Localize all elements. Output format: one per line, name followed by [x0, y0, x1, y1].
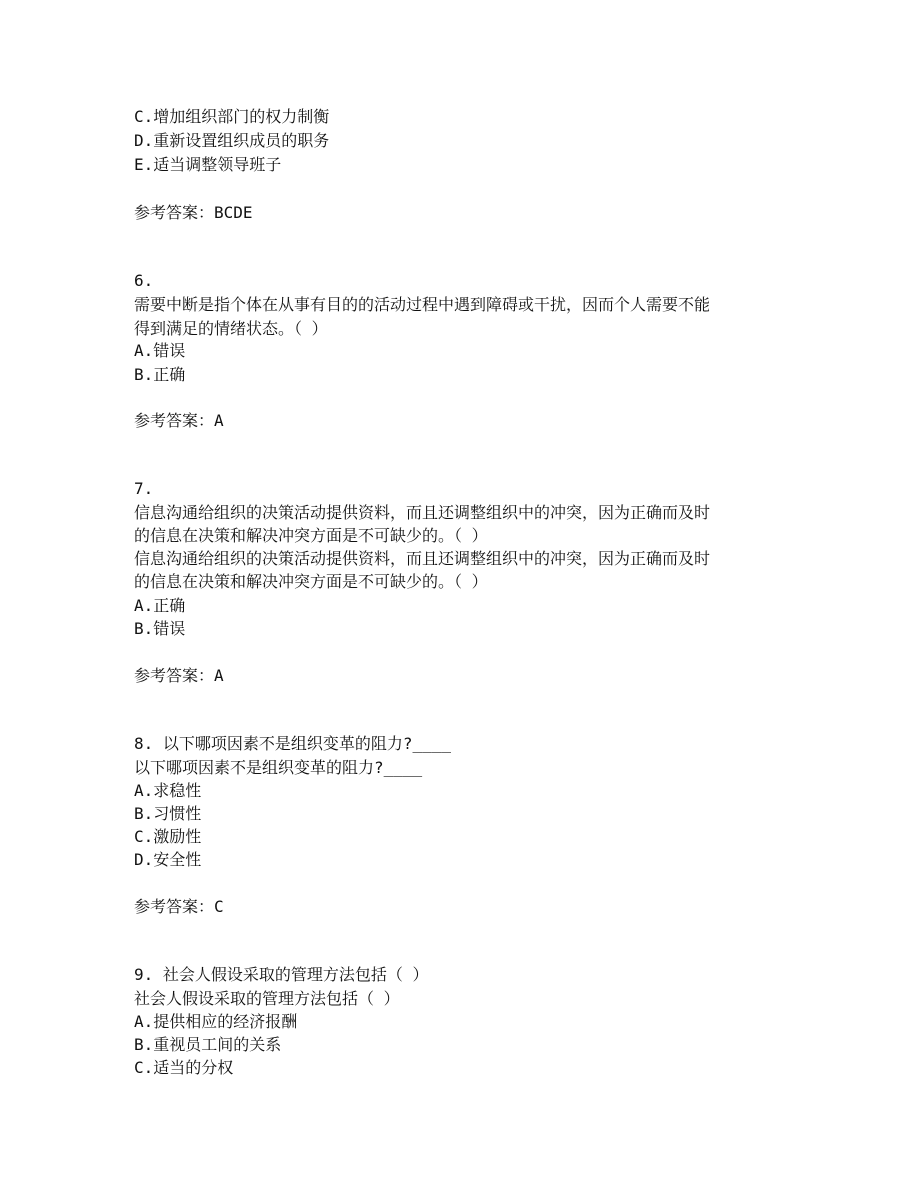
answer-q7: 参考答案：A	[134, 666, 224, 685]
question-text-9: 社会人假设采取的管理方法包括（ ）	[134, 989, 400, 1008]
question-text-6-line2: 得到满足的情绪状态。（ ）	[134, 319, 328, 338]
q8-option-a: A.求稳性	[134, 781, 202, 800]
question-heading-8: 8. 以下哪项因素不是组织变革的阻力?____	[134, 734, 452, 753]
question-text-7-line4: 的信息在决策和解决冲突方面是不可缺少的。（ ）	[134, 572, 488, 591]
q8-option-d: D.安全性	[134, 850, 202, 869]
question-number-6: 6.	[134, 271, 154, 290]
q7-option-b: B.错误	[134, 619, 186, 638]
question-text-7-line1: 信息沟通给组织的决策活动提供资料，而且还调整组织中的冲突，因为正确而及时	[134, 503, 711, 522]
q9-option-a: A.提供相应的经济报酬	[134, 1012, 298, 1031]
q8-option-b: B.习惯性	[134, 804, 202, 823]
q7-option-a: A.正确	[134, 596, 186, 615]
answer-q5: 参考答案：BCDE	[134, 203, 253, 222]
question-text-6-line1: 需要中断是指个体在从事有目的的活动过程中遇到障碍或干扰，因而个人需要不能	[134, 295, 711, 314]
question-heading-9: 9. 社会人假设采取的管理方法包括（ ）	[134, 965, 429, 984]
q9-option-c: C.适当的分权	[134, 1058, 234, 1077]
question-text-8: 以下哪项因素不是组织变革的阻力?____	[134, 758, 423, 777]
question-text-7-line2: 的信息在决策和解决冲突方面是不可缺少的。（ ）	[134, 526, 488, 545]
question-number-7: 7.	[134, 479, 154, 498]
answer-q6: 参考答案：A	[134, 411, 224, 430]
q9-option-b: B.重视员工间的关系	[134, 1035, 282, 1054]
q6-option-b: B.正确	[134, 365, 186, 384]
option-c: C.增加组织部门的权力制衡	[134, 107, 330, 126]
option-e: E.适当调整领导班子	[134, 155, 282, 174]
question-text-7-line3: 信息沟通给组织的决策活动提供资料，而且还调整组织中的冲突，因为正确而及时	[134, 549, 711, 568]
option-d: D.重新设置组织成员的职务	[134, 131, 330, 150]
answer-q8: 参考答案：C	[134, 897, 224, 916]
q6-option-a: A.错误	[134, 341, 186, 360]
q8-option-c: C.激励性	[134, 827, 202, 846]
